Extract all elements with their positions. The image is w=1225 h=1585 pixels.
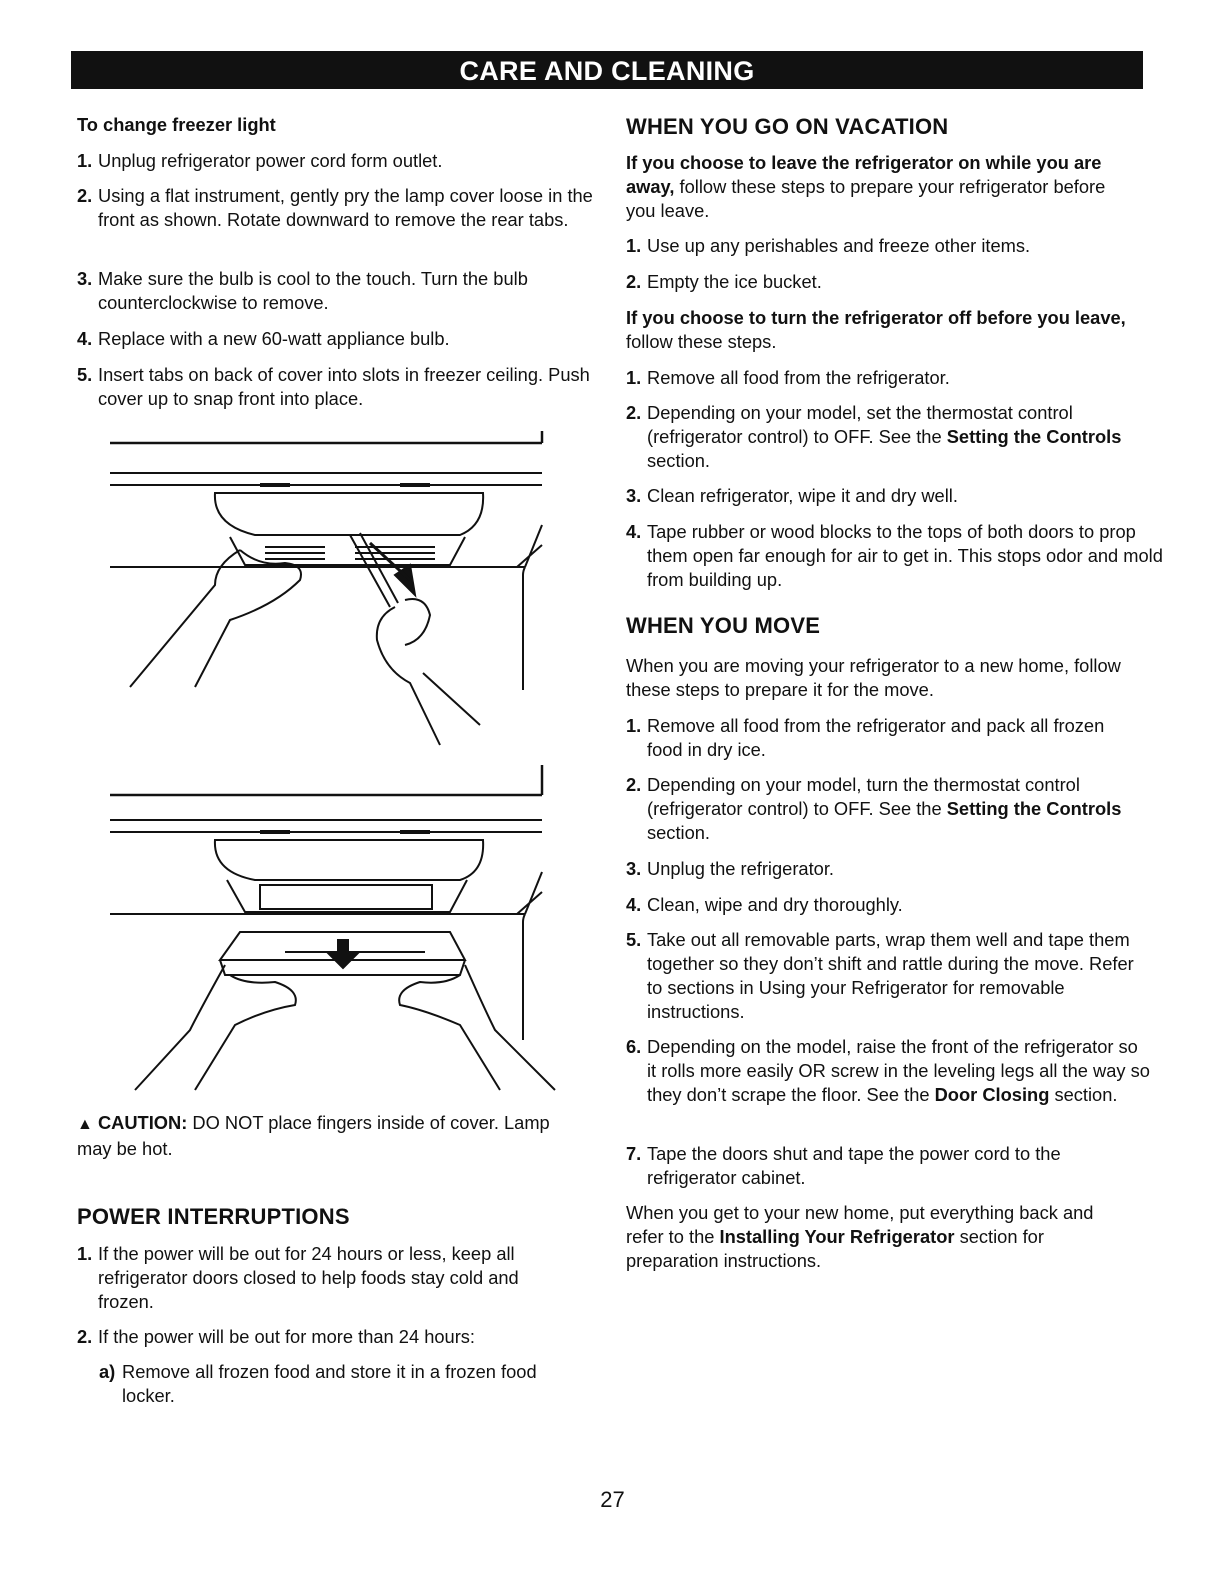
step-number: 1. [77,1243,93,1264]
list-item [626,928,1152,1024]
step-number: 2. [626,402,642,423]
list-item [626,366,1152,390]
closing-text: section for preparation instructions. [626,1226,1044,1271]
list-item [626,401,1142,473]
vacation-off-bold: If you choose to turn the refrigerator off before you leave, [626,307,1126,328]
list-item [77,267,598,315]
step-text: Make sure the bulb is cool to the touch. Turn the bulb counterclockwise to remove. [98,268,528,313]
move-intro: When you are moving your refrigerator to a new home, follow these steps to prepare it for the move. [626,655,1121,700]
list-item [626,270,1152,294]
list-item [626,714,1142,762]
remove-lamp-cover-illustration [105,760,565,1100]
step-text: Use up any perishables and freeze other items. [647,235,1031,256]
list-item [626,1035,1152,1107]
step-text: Remove all food from the refrigerator and pack all frozen food in dry ice. [647,715,1105,760]
step-text: section. [647,822,711,843]
step-text: section. [1049,1084,1118,1105]
section-banner: CARE AND CLEANING [71,51,1143,89]
step-text: Tape rubber or wood blocks to the tops of both doors to prop them open far enough for air to get in. This stops odor and mold from building up. [647,521,1163,590]
vacation-intro-bold: If you choose to leave the refrigerator on while you are away, [626,152,1102,197]
step-number: 3. [626,485,642,506]
step-text: If the power will be out for more than 24 hours: [98,1326,475,1347]
step-number: 3. [77,268,93,289]
step-number: 1. [77,150,93,171]
sub-list-item [99,1360,582,1408]
step-text: Clean refrigerator, wipe it and dry well. [647,485,958,506]
step-number: 7. [626,1143,642,1164]
list-item [626,857,1142,881]
step-number: 2. [626,271,642,292]
caution-note [77,1111,577,1161]
list-item [626,773,1142,845]
step-number: 4. [77,328,93,349]
step-text: Depending on the model, raise the front of the refrigerator so it rolls more easily OR screw in the leveling legs all the way so they don’t scrape the floor. See the [647,1036,1150,1105]
step-number: 6. [626,1036,642,1057]
step-number: 4. [626,894,642,915]
caution-label: CAUTION: [97,1112,188,1133]
vacation-off-intro [626,306,1131,354]
page-number: 27 [600,1487,625,1512]
step-text: Remove all food from the refrigerator. [647,367,950,388]
caution-text: DO NOT place fingers inside of cover. Lamp may be hot. [77,1112,550,1159]
step-text: Insert tabs on back of cover into slots in freezer ceiling. Push cover up to snap front into place. [98,364,590,409]
move-closing [626,1201,1131,1273]
step-text: Unplug the refrigerator. [647,858,834,879]
list-item [77,1325,598,1349]
step-text: Take out all removable parts, wrap them well and tape them together so they don’t shift and rattle during the move. Refer to sections in Using your Refrigerator for removable instructions. [647,929,1134,1022]
step-number: 1. [626,367,642,388]
step-text: Clean, wipe and dry thoroughly. [647,894,903,915]
step-text: Replace with a new 60-watt appliance bulb. [98,328,450,349]
list-item [626,520,1167,592]
step-text: Using a flat instrument, gently pry the lamp cover loose in the front as shown. Rotate downward to remove the rear tabs. [98,185,593,230]
list-item [626,893,1142,917]
list-item [626,1142,1132,1190]
vacation-intro-rest: follow these steps to prepare your refrigerator before you leave. [626,176,1106,221]
step-text: Depending on your model, set the thermostat control (refrigerator control) to OFF. See the [647,402,1073,447]
warning-triangle-icon: ▲ [77,1116,93,1133]
list-item [626,234,1152,258]
freezer-light-heading: To change freezer light [77,114,276,135]
step-number: 2. [77,185,93,206]
closing-text: When you get to your new home, put everything back and refer to the [626,1202,1094,1247]
vacation-heading: WHEN YOU GO ON VACATION [626,114,949,139]
step-text: If the power will be out for 24 hours or less, keep all refrigerator doors closed to help foods stay cold and frozen. [98,1243,519,1312]
step-number: 5. [626,929,642,950]
vacation-intro [626,151,1131,223]
step-number: 2. [77,1326,93,1347]
closing-text-bold: Installing Your Refrigerator [719,1226,955,1247]
step-text-bold: Setting the Controls [946,426,1122,447]
sub-step-letter: a) [99,1361,116,1382]
sub-step-text: Remove all frozen food and store it in a frozen food locker. [122,1361,537,1406]
step-text-bold: Door Closing [934,1084,1050,1105]
move-heading: WHEN YOU MOVE [626,613,821,638]
power-heading: POWER INTERRUPTIONS [77,1204,350,1229]
list-item [77,1242,568,1314]
vacation-off-rest: follow these steps. [626,331,777,352]
step-number: 2. [626,774,642,795]
step-text: section. [647,450,711,471]
step-number: 3. [626,858,642,879]
step-number: 5. [77,364,93,385]
list-item [77,363,608,411]
step-text: Empty the ice bucket. [647,271,822,292]
pry-lamp-cover-illustration [105,425,565,755]
step-number: 1. [626,235,642,256]
list-item [626,484,1152,508]
list-item [77,327,598,351]
step-text-bold: Setting the Controls [946,798,1122,819]
list-item [77,149,598,173]
list-item [77,184,598,232]
step-text: Tape the doors shut and tape the power cord to the refrigerator cabinet. [647,1143,1061,1188]
step-number: 4. [626,521,642,542]
step-text: Unplug refrigerator power cord form outlet. [98,150,443,171]
step-text: Depending on your model, turn the thermostat control (refrigerator control) to OFF. See the [647,774,1080,819]
step-number: 1. [626,715,642,736]
